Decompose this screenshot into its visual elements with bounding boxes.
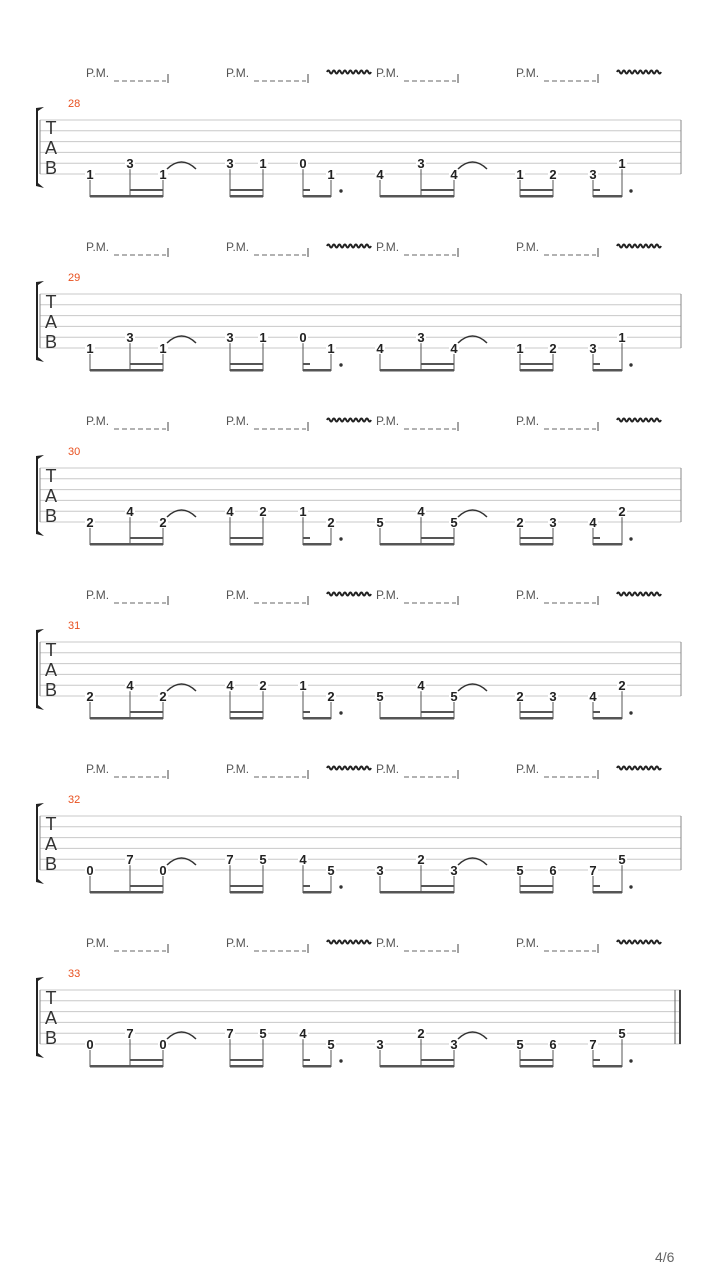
fret-number: 2 <box>327 689 335 704</box>
tab-clef-letter: T <box>45 466 57 486</box>
fret-number: 7 <box>226 852 234 868</box>
fret-number: 1 <box>299 678 307 694</box>
beam-secondary <box>130 537 163 539</box>
fret-number: 0 <box>86 863 94 878</box>
beam-primary <box>593 543 622 546</box>
tab-clef-letter: A <box>44 1008 58 1028</box>
fret-number: 3 <box>376 1037 384 1052</box>
palm-mute-label: P.M. <box>376 762 400 776</box>
beam-primary <box>380 891 454 894</box>
fret-number: 4 <box>450 167 458 182</box>
vibrato-mark <box>327 593 371 596</box>
fret-number: 3 <box>450 863 458 878</box>
beam-stub <box>593 711 600 713</box>
beam-primary <box>230 717 263 720</box>
tab-clef-letter: T <box>45 640 57 660</box>
augmentation-dot <box>339 885 342 888</box>
beam-secondary <box>421 1059 454 1061</box>
palm-mute-label: P.M. <box>376 936 400 950</box>
beam-secondary <box>230 1059 263 1061</box>
vibrato-mark <box>327 767 371 770</box>
fret-number: 3 <box>589 341 597 356</box>
fret-number: 3 <box>126 330 134 346</box>
fret-number: 7 <box>226 1026 234 1042</box>
fret-number: 5 <box>259 852 267 868</box>
fret-number: 5 <box>516 1037 524 1052</box>
beam-primary <box>593 1065 622 1068</box>
vibrato-mark <box>327 71 371 74</box>
beam-secondary <box>421 363 454 365</box>
fret-number: 7 <box>126 852 134 868</box>
fret-number: 5 <box>327 863 335 878</box>
tab-system-29 <box>36 240 681 372</box>
beam-secondary <box>421 711 454 713</box>
beam-secondary <box>130 711 163 713</box>
beam-primary <box>230 1065 263 1068</box>
fret-number: 4 <box>126 678 134 694</box>
beam-primary <box>90 1065 163 1068</box>
tab-clef-letter: B <box>44 506 58 526</box>
beam-primary <box>380 543 454 546</box>
beam-primary <box>230 891 263 894</box>
fret-number: 1 <box>86 167 94 182</box>
fret-number: 7 <box>589 863 597 878</box>
beam-primary <box>303 1065 331 1068</box>
tab-system-30 <box>36 414 681 546</box>
augmentation-dot <box>629 189 632 192</box>
palm-mute-label: P.M. <box>86 414 110 428</box>
beam-secondary <box>230 885 263 887</box>
fret-number: 3 <box>450 1037 458 1052</box>
tab-clef-letter: B <box>44 854 58 874</box>
fret-number: 5 <box>618 852 626 868</box>
fret-number: 1 <box>327 341 335 356</box>
vibrato-mark <box>327 245 371 248</box>
fret-number: 4 <box>226 678 234 694</box>
beam-primary <box>90 543 163 546</box>
measure-number: 29 <box>68 272 81 284</box>
augmentation-dot <box>629 363 632 366</box>
fret-number: 1 <box>618 330 626 346</box>
fret-number: 5 <box>259 1026 267 1042</box>
beam-primary <box>380 717 454 720</box>
beam-primary <box>593 369 622 372</box>
fret-number: 2 <box>86 515 94 530</box>
beam-primary <box>303 543 331 546</box>
palm-mute-label: P.M. <box>376 588 400 602</box>
fret-number: 0 <box>159 1037 167 1052</box>
palm-mute-label: P.M. <box>226 762 250 776</box>
augmentation-dot <box>339 363 342 366</box>
beam-stub <box>593 363 600 365</box>
augmentation-dot <box>339 711 342 714</box>
fret-number: 2 <box>549 167 557 182</box>
beam-secondary <box>520 885 553 887</box>
beam-primary <box>593 717 622 720</box>
beam-primary <box>520 1065 553 1068</box>
fret-number: 4 <box>376 341 384 356</box>
fret-number: 4 <box>589 515 597 530</box>
beam-stub <box>303 363 310 365</box>
fret-number: 2 <box>549 341 557 356</box>
tab-system-32 <box>36 762 681 894</box>
beam-primary <box>230 369 263 372</box>
fret-number: 3 <box>589 167 597 182</box>
augmentation-dot <box>629 885 632 888</box>
fret-number: 2 <box>516 689 524 704</box>
fret-number: 1 <box>327 167 335 182</box>
measure-number: 33 <box>68 968 81 980</box>
beam-secondary <box>230 711 263 713</box>
fret-number: 2 <box>259 678 267 694</box>
palm-mute-label: P.M. <box>516 240 540 254</box>
fret-number: 2 <box>417 1026 425 1042</box>
fret-number: 3 <box>417 330 425 346</box>
beam-secondary <box>130 885 163 887</box>
beam-primary <box>90 369 163 372</box>
fret-number: 2 <box>618 504 626 520</box>
palm-mute-label: P.M. <box>86 588 110 602</box>
tab-clef-letter: A <box>44 834 58 854</box>
fret-number: 1 <box>259 330 267 346</box>
beam-secondary <box>520 1059 553 1061</box>
beam-secondary <box>130 1059 163 1061</box>
tab-clef-letter: A <box>44 486 58 506</box>
measure-number: 30 <box>68 446 81 458</box>
tab-clef-letter: T <box>45 292 57 312</box>
beam-primary <box>230 543 263 546</box>
fret-number: 3 <box>226 330 234 346</box>
fret-number: 5 <box>327 1037 335 1052</box>
fret-number: 3 <box>126 156 134 172</box>
fret-number: 2 <box>86 689 94 704</box>
tab-clef-letter: T <box>45 118 57 138</box>
tab-system-28 <box>36 66 681 198</box>
palm-mute-label: P.M. <box>376 414 400 428</box>
beam-primary <box>90 717 163 720</box>
fret-number: 1 <box>86 341 94 356</box>
palm-mute-label: P.M. <box>86 66 110 80</box>
beam-primary <box>303 369 331 372</box>
beam-stub <box>593 537 600 539</box>
palm-mute-label: P.M. <box>516 66 540 80</box>
fret-number: 3 <box>549 515 557 530</box>
beam-secondary <box>421 885 454 887</box>
beam-primary <box>380 195 454 198</box>
fret-number: 2 <box>417 852 425 868</box>
measure-number: 31 <box>68 620 81 632</box>
fret-number: 4 <box>589 689 597 704</box>
palm-mute-label: P.M. <box>226 588 250 602</box>
palm-mute-label: P.M. <box>226 66 250 80</box>
fret-number: 5 <box>618 1026 626 1042</box>
fret-number: 5 <box>450 515 458 530</box>
fret-number: 6 <box>549 1037 557 1052</box>
beam-secondary <box>130 363 163 365</box>
beam-primary <box>90 891 163 894</box>
vibrato-mark <box>617 767 661 770</box>
beam-primary <box>520 543 553 546</box>
augmentation-dot <box>339 189 342 192</box>
tab-clef-letter: T <box>45 988 57 1008</box>
beam-primary <box>593 891 622 894</box>
beam-secondary <box>130 189 163 191</box>
beam-secondary <box>520 711 553 713</box>
tab-clef-letter: B <box>44 1028 58 1048</box>
beam-stub <box>303 537 310 539</box>
beam-secondary <box>421 537 454 539</box>
fret-number: 2 <box>516 515 524 530</box>
tab-system-31 <box>36 588 681 720</box>
beam-primary <box>303 195 331 198</box>
tab-clef-letter: B <box>44 680 58 700</box>
fret-number: 1 <box>159 167 167 182</box>
fret-number: 1 <box>618 156 626 172</box>
fret-number: 0 <box>299 330 307 346</box>
vibrato-mark <box>617 593 661 596</box>
beam-stub <box>303 711 310 713</box>
augmentation-dot <box>629 1059 632 1062</box>
palm-mute-label: P.M. <box>226 414 250 428</box>
fret-number: 5 <box>376 515 384 530</box>
augmentation-dot <box>339 1059 342 1062</box>
fret-number: 1 <box>259 156 267 172</box>
palm-mute-label: P.M. <box>516 936 540 950</box>
beam-secondary <box>230 189 263 191</box>
palm-mute-label: P.M. <box>376 66 400 80</box>
fret-number: 4 <box>126 504 134 520</box>
fret-number: 3 <box>376 863 384 878</box>
vibrato-mark <box>327 419 371 422</box>
beam-stub <box>593 1059 600 1061</box>
fret-number: 3 <box>549 689 557 704</box>
fret-number: 1 <box>516 167 524 182</box>
fret-number: 3 <box>417 156 425 172</box>
fret-number: 4 <box>450 341 458 356</box>
fret-number: 4 <box>299 852 307 868</box>
measure-number: 32 <box>68 794 81 806</box>
fret-number: 1 <box>299 504 307 520</box>
beam-secondary <box>230 363 263 365</box>
fret-number: 2 <box>327 515 335 530</box>
beam-primary <box>230 195 263 198</box>
vibrato-mark <box>327 941 371 944</box>
fret-number: 5 <box>376 689 384 704</box>
fret-number: 7 <box>126 1026 134 1042</box>
palm-mute-label: P.M. <box>86 762 110 776</box>
beam-stub <box>593 189 600 191</box>
vibrato-mark <box>617 245 661 248</box>
beam-primary <box>303 717 331 720</box>
fret-number: 5 <box>516 863 524 878</box>
palm-mute-label: P.M. <box>86 240 110 254</box>
vibrato-mark <box>617 71 661 74</box>
beam-primary <box>520 195 553 198</box>
beam-primary <box>380 1065 454 1068</box>
fret-number: 5 <box>450 689 458 704</box>
augmentation-dot <box>629 537 632 540</box>
vibrato-mark <box>617 419 661 422</box>
palm-mute-label: P.M. <box>376 240 400 254</box>
tab-clef-letter: B <box>44 332 58 352</box>
fret-number: 7 <box>589 1037 597 1052</box>
beam-primary <box>303 891 331 894</box>
fret-number: 4 <box>417 504 425 520</box>
palm-mute-label: P.M. <box>226 936 250 950</box>
beam-primary <box>520 891 553 894</box>
beam-primary <box>520 369 553 372</box>
fret-number: 0 <box>86 1037 94 1052</box>
fret-number: 4 <box>226 504 234 520</box>
fret-number: 2 <box>159 515 167 530</box>
beam-stub <box>593 885 600 887</box>
page-number: 4/6 <box>655 1249 675 1265</box>
palm-mute-label: P.M. <box>226 240 250 254</box>
beam-secondary <box>520 189 553 191</box>
fret-number: 2 <box>159 689 167 704</box>
fret-number: 4 <box>417 678 425 694</box>
fret-number: 2 <box>618 678 626 694</box>
beam-stub <box>303 1059 310 1061</box>
tab-clef-letter: T <box>45 814 57 834</box>
tab-clef-letter: A <box>44 660 58 680</box>
measure-number: 28 <box>68 98 81 110</box>
fret-number: 0 <box>299 156 307 172</box>
beam-secondary <box>520 537 553 539</box>
beam-primary <box>90 195 163 198</box>
beam-secondary <box>230 537 263 539</box>
augmentation-dot <box>339 537 342 540</box>
fret-number: 1 <box>159 341 167 356</box>
palm-mute-label: P.M. <box>516 414 540 428</box>
beam-primary <box>380 369 454 372</box>
palm-mute-label: P.M. <box>516 588 540 602</box>
fret-number: 4 <box>376 167 384 182</box>
augmentation-dot <box>629 711 632 714</box>
palm-mute-label: P.M. <box>516 762 540 776</box>
fret-number: 6 <box>549 863 557 878</box>
beam-primary <box>593 195 622 198</box>
fret-number: 0 <box>159 863 167 878</box>
beam-secondary <box>520 363 553 365</box>
vibrato-mark <box>617 941 661 944</box>
fret-number: 3 <box>226 156 234 172</box>
beam-stub <box>303 189 310 191</box>
tab-clef-letter: A <box>44 312 58 332</box>
beam-primary <box>520 717 553 720</box>
beam-secondary <box>421 189 454 191</box>
tab-clef-letter: A <box>44 138 58 158</box>
fret-number: 1 <box>516 341 524 356</box>
fret-number: 2 <box>259 504 267 520</box>
fret-number: 4 <box>299 1026 307 1042</box>
tab-system-33 <box>36 936 681 1068</box>
tab-clef-letter: B <box>44 158 58 178</box>
beam-stub <box>303 885 310 887</box>
palm-mute-label: P.M. <box>86 936 110 950</box>
